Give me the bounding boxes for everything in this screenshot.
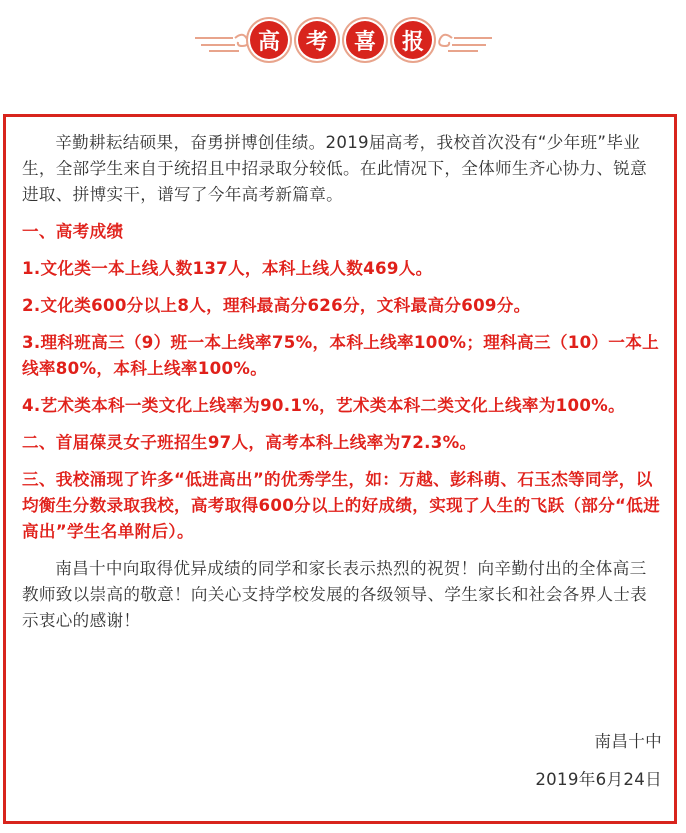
signature-school: 南昌十中 [594,732,662,751]
section3-paragraph: 三、我校涌现了许多“低进高出”的优秀学生，如：万越、彭科萌、石玉杰等同学，以均衡生分数录取我校，高考取得600分以上的好成绩，实现了人生的飞跃（部分“低进高出”学生名单附后）。 [22,470,661,541]
report-body [22,130,663,634]
result-item-1: 1.文化类一本上线人数137人，本科上线人数469人。 [22,259,433,278]
title-char-1: 高 [250,21,288,59]
title-char-2: 考 [298,21,336,59]
closing-paragraph: 南昌十中向取得优异成绩的同学和家长表示热烈的祝贺！向辛勤付出的全体高三教师致以崇高的敬意！向关心支持学校发展的各级领导、学生家长和社会各界人士表示衷心的感谢！ [22,559,648,630]
title-char-4: 报 [394,21,432,59]
right-cloud-ornament-icon [436,30,492,54]
intro-paragraph: 辛勤耕耘结硕果，奋勇拼博创佳绩。2019届高考，我校首次没有“少年班”毕业生，全部学生来自于统招且中招录取分较低。在此情况下，全体师生齐心协力、锐意进取、拼博实干，谱写了今年高考新篇章。 [22,133,648,204]
section2-paragraph: 二、首届葆灵女子班招生97人，高考本科上线率为72.3%。 [22,433,477,452]
result-item-3: 3.理科班高三（9）班一本上线率75%，本科上线率100%；理科高三（10）一本上线率80%，本科上线率100%。 [22,333,659,378]
report-header [0,0,686,92]
title-char-3: 喜 [346,21,384,59]
left-cloud-ornament-icon [195,30,251,54]
signature-date: 2019年6月24日 [535,770,662,789]
result-item-2: 2.文化类600分以上8人，理科最高分626分，文科最高分609分。 [22,296,531,315]
result-item-4: 4.艺术类本科一类文化上线率为90.1%，艺术类本科二类文化上线率为100%。 [22,396,626,415]
section1-title: 一、高考成绩 [22,222,124,241]
